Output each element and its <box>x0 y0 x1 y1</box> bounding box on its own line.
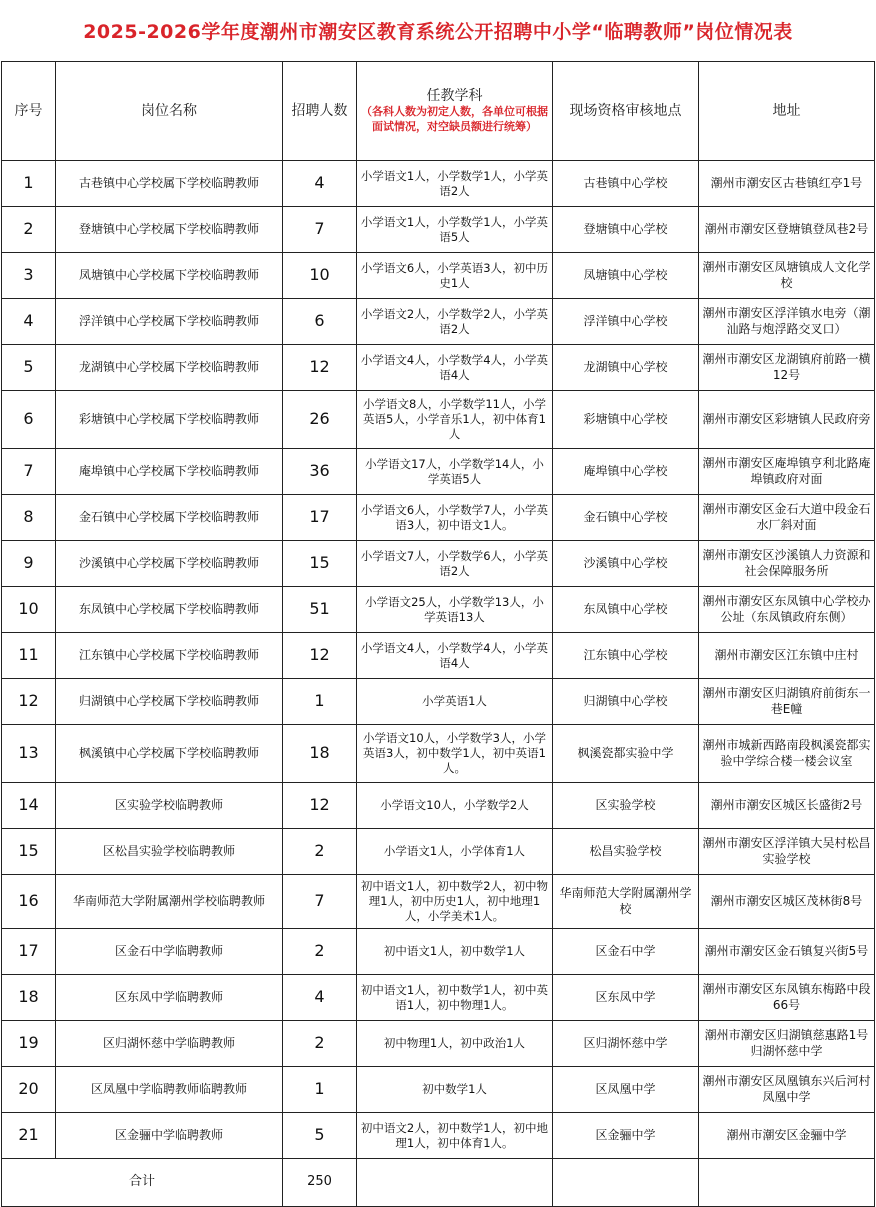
cell-site: 区东凤中学 <box>553 975 699 1021</box>
table-row <box>2 875 875 929</box>
total-row <box>2 1159 875 1207</box>
cell-subject: 小学语文2人，小学数学2人，小学英语2人 <box>357 299 553 345</box>
cell-site: 东凤镇中心学校 <box>553 587 699 633</box>
cell-count: 15 <box>283 541 357 587</box>
cell-position: 区松昌实验学校临聘教师 <box>56 829 283 875</box>
cell-subject: 小学语文4人，小学数学4人，小学英语4人 <box>357 345 553 391</box>
cell-count: 10 <box>283 253 357 299</box>
cell-count: 12 <box>283 633 357 679</box>
cell-subject: 小学语文1人，小学数学1人，小学英语5人 <box>357 207 553 253</box>
cell-address: 潮州市潮安区登塘镇登凤巷2号 <box>699 207 875 253</box>
cell-site: 江东镇中心学校 <box>553 633 699 679</box>
cell-site: 登塘镇中心学校 <box>553 207 699 253</box>
cell-position: 归湖镇中心学校属下学校临聘教师 <box>56 679 283 725</box>
cell-no: 13 <box>2 725 56 783</box>
cell-address: 潮州市潮安区归湖镇慈惠路1号归湖怀慈中学 <box>699 1021 875 1067</box>
cell-position: 华南师范大学附属潮州学校临聘教师 <box>56 875 283 929</box>
cell-no: 4 <box>2 299 56 345</box>
cell-address: 潮州市潮安区城区茂林街8号 <box>699 875 875 929</box>
table-row <box>2 391 875 449</box>
table-row <box>2 725 875 783</box>
total-empty-cell <box>357 1159 553 1207</box>
cell-position: 东凤镇中心学校属下学校临聘教师 <box>56 587 283 633</box>
cell-subject: 初中语文2人，初中数学1人，初中地理1人，初中体育1人。 <box>357 1113 553 1159</box>
table-row <box>2 975 875 1021</box>
header-count: 招聘人数 <box>283 62 357 161</box>
cell-no: 21 <box>2 1113 56 1159</box>
cell-no: 12 <box>2 679 56 725</box>
cell-no: 16 <box>2 875 56 929</box>
cell-count: 1 <box>283 679 357 725</box>
page-title: 2025-2026学年度潮州市潮安区教育系统公开招聘中小学“临聘教师”岗位情况表 <box>83 20 793 43</box>
cell-address: 潮州市潮安区东凤镇东梅路中段66号 <box>699 975 875 1021</box>
cell-subject: 小学语文8人，小学数学11人，小学英语5人，小学音乐1人，初中体育1人 <box>357 391 553 449</box>
cell-position: 彩塘镇中心学校属下学校临聘教师 <box>56 391 283 449</box>
cell-count: 1 <box>283 1067 357 1113</box>
table-row <box>2 829 875 875</box>
cell-site: 区实验学校 <box>553 783 699 829</box>
cell-address: 潮州市潮安区凤塘镇成人文化学校 <box>699 253 875 299</box>
table-row <box>2 449 875 495</box>
cell-position: 区凤凰中学临聘教师临聘教师 <box>56 1067 283 1113</box>
cell-no: 18 <box>2 975 56 1021</box>
cell-site: 归湖镇中心学校 <box>553 679 699 725</box>
cell-address: 潮州市潮安区金石镇复兴街5号 <box>699 929 875 975</box>
cell-address: 潮州市城新西路南段枫溪瓷都实验中学综合楼一楼会议室 <box>699 725 875 783</box>
cell-site: 浮洋镇中心学校 <box>553 299 699 345</box>
header-subject <box>357 62 553 161</box>
cell-subject: 初中数学1人 <box>357 1067 553 1113</box>
cell-count: 4 <box>283 975 357 1021</box>
table-row <box>2 587 875 633</box>
cell-no: 20 <box>2 1067 56 1113</box>
cell-site: 沙溪镇中心学校 <box>553 541 699 587</box>
cell-position: 区金骊中学临聘教师 <box>56 1113 283 1159</box>
cell-site: 区归湖怀慈中学 <box>553 1021 699 1067</box>
cell-no: 6 <box>2 391 56 449</box>
cell-no: 9 <box>2 541 56 587</box>
cell-count: 2 <box>283 1021 357 1067</box>
cell-count: 17 <box>283 495 357 541</box>
total-label: 合计 <box>2 1159 283 1207</box>
cell-subject: 小学英语1人 <box>357 679 553 725</box>
cell-site: 龙湖镇中心学校 <box>553 345 699 391</box>
cell-subject: 小学语文10人，小学数学3人，小学英语3人，初中数学1人，初中英语1人。 <box>357 725 553 783</box>
cell-count: 36 <box>283 449 357 495</box>
cell-count: 12 <box>283 345 357 391</box>
cell-subject: 小学语文25人，小学数学13人，小学英语13人 <box>357 587 553 633</box>
cell-address: 潮州市潮安区庵埠镇亨利北路庵埠镇政府对面 <box>699 449 875 495</box>
table-row <box>2 541 875 587</box>
cell-site: 彩塘镇中心学校 <box>553 391 699 449</box>
cell-site: 枫溪瓷都实验中学 <box>553 725 699 783</box>
cell-no: 7 <box>2 449 56 495</box>
cell-position: 江东镇中心学校属下学校临聘教师 <box>56 633 283 679</box>
cell-site: 区金骊中学 <box>553 1113 699 1159</box>
cell-no: 11 <box>2 633 56 679</box>
cell-position: 区归湖怀慈中学临聘教师 <box>56 1021 283 1067</box>
cell-site: 松昌实验学校 <box>553 829 699 875</box>
positions-table <box>1 61 875 1207</box>
cell-no: 17 <box>2 929 56 975</box>
table-row <box>2 207 875 253</box>
cell-subject: 小学语文17人，小学数学14人，小学英语5人 <box>357 449 553 495</box>
cell-no: 15 <box>2 829 56 875</box>
cell-position: 古巷镇中心学校属下学校临聘教师 <box>56 161 283 207</box>
cell-count: 7 <box>283 875 357 929</box>
cell-site: 区金石中学 <box>553 929 699 975</box>
cell-subject: 初中物理1人，初中政治1人 <box>357 1021 553 1067</box>
total-empty-cell <box>699 1159 875 1207</box>
cell-address: 潮州市潮安区归湖镇府前街东一巷E幢 <box>699 679 875 725</box>
cell-count: 26 <box>283 391 357 449</box>
cell-address: 潮州市潮安区浮洋镇水电旁（潮汕路与炮浮路交叉口） <box>699 299 875 345</box>
cell-count: 5 <box>283 1113 357 1159</box>
cell-no: 3 <box>2 253 56 299</box>
table-row <box>2 495 875 541</box>
cell-count: 6 <box>283 299 357 345</box>
cell-subject: 小学语文6人，小学英语3人，初中历史1人 <box>357 253 553 299</box>
cell-subject: 初中语文1人，初中数学2人，初中物理1人，初中历史1人，初中地理1人，小学美术1人。 <box>357 875 553 929</box>
cell-subject: 小学语文4人，小学数学4人，小学英语4人 <box>357 633 553 679</box>
cell-no: 10 <box>2 587 56 633</box>
table-row <box>2 161 875 207</box>
table-row <box>2 1021 875 1067</box>
cell-address: 潮州市潮安区凤凰镇东兴后河村凤凰中学 <box>699 1067 875 1113</box>
cell-site: 凤塘镇中心学校 <box>553 253 699 299</box>
cell-subject: 小学语文1人，小学体育1人 <box>357 829 553 875</box>
table-row <box>2 929 875 975</box>
cell-position: 区实验学校临聘教师 <box>56 783 283 829</box>
cell-site: 区凤凰中学 <box>553 1067 699 1113</box>
cell-subject: 小学语文6人，小学数学7人，小学英语3人，初中语文1人。 <box>357 495 553 541</box>
header-subject-label: 任教学科 <box>426 88 483 105</box>
cell-address: 潮州市潮安区浮洋镇大吴村松昌实验学校 <box>699 829 875 875</box>
table-row <box>2 1067 875 1113</box>
cell-no: 19 <box>2 1021 56 1067</box>
header-site: 现场资格审核地点 <box>553 62 699 161</box>
cell-subject: 小学语文7人，小学数学6人，小学英语2人 <box>357 541 553 587</box>
cell-address: 潮州市潮安区沙溪镇人力资源和社会保障服务所 <box>699 541 875 587</box>
cell-subject: 小学语文10人，小学数学2人 <box>357 783 553 829</box>
cell-address: 潮州市潮安区金石大道中段金石水厂斜对面 <box>699 495 875 541</box>
cell-address: 潮州市潮安区江东镇中庄村 <box>699 633 875 679</box>
cell-no: 2 <box>2 207 56 253</box>
total-empty-cell <box>553 1159 699 1207</box>
cell-position: 沙溪镇中心学校属下学校临聘教师 <box>56 541 283 587</box>
header-subject-note: （各科人数为初定人数，各单位可根据面试情况，对空缺员额进行统筹） <box>361 105 548 134</box>
cell-count: 2 <box>283 829 357 875</box>
cell-position: 登塘镇中心学校属下学校临聘教师 <box>56 207 283 253</box>
total-count: 250 <box>283 1159 357 1207</box>
cell-position: 庵埠镇中心学校属下学校临聘教师 <box>56 449 283 495</box>
cell-site: 庵埠镇中心学校 <box>553 449 699 495</box>
cell-position: 凤塘镇中心学校属下学校临聘教师 <box>56 253 283 299</box>
header-position: 岗位名称 <box>56 62 283 161</box>
cell-subject: 初中语文1人，初中数学1人 <box>357 929 553 975</box>
cell-count: 18 <box>283 725 357 783</box>
cell-count: 2 <box>283 929 357 975</box>
cell-count: 12 <box>283 783 357 829</box>
cell-no: 1 <box>2 161 56 207</box>
cell-position: 金石镇中心学校属下学校临聘教师 <box>56 495 283 541</box>
header-address: 地址 <box>699 62 875 161</box>
cell-site: 古巷镇中心学校 <box>553 161 699 207</box>
cell-address: 潮州市潮安区古巷镇红亭1号 <box>699 161 875 207</box>
table-row <box>2 253 875 299</box>
cell-position: 区东凤中学临聘教师 <box>56 975 283 1021</box>
header-no: 序号 <box>2 62 56 161</box>
cell-count: 51 <box>283 587 357 633</box>
cell-no: 14 <box>2 783 56 829</box>
cell-position: 浮洋镇中心学校属下学校临聘教师 <box>56 299 283 345</box>
cell-subject: 初中语文1人，初中数学1人，初中英语1人，初中物理1人。 <box>357 975 553 1021</box>
table-row <box>2 1113 875 1159</box>
cell-count: 4 <box>283 161 357 207</box>
header-row <box>2 62 875 161</box>
table-row <box>2 679 875 725</box>
cell-subject: 小学语文1人，小学数学1人，小学英语2人 <box>357 161 553 207</box>
cell-address: 潮州市潮安区金骊中学 <box>699 1113 875 1159</box>
cell-address: 潮州市潮安区城区长盛街2号 <box>699 783 875 829</box>
cell-no: 8 <box>2 495 56 541</box>
cell-position: 区金石中学临聘教师 <box>56 929 283 975</box>
cell-position: 龙湖镇中心学校属下学校临聘教师 <box>56 345 283 391</box>
cell-site: 华南师范大学附属潮州学校 <box>553 875 699 929</box>
cell-address: 潮州市潮安区彩塘镇人民政府旁 <box>699 391 875 449</box>
cell-site: 金石镇中心学校 <box>553 495 699 541</box>
table-row <box>2 633 875 679</box>
cell-count: 7 <box>283 207 357 253</box>
cell-position: 枫溪镇中心学校属下学校临聘教师 <box>56 725 283 783</box>
cell-no: 5 <box>2 345 56 391</box>
table-row <box>2 783 875 829</box>
table-row <box>2 299 875 345</box>
cell-address: 潮州市潮安区龙湖镇府前路一横12号 <box>699 345 875 391</box>
cell-address: 潮州市潮安区东凤镇中心学校办公址（东凤镇政府东侧） <box>699 587 875 633</box>
table-row <box>2 345 875 391</box>
table-body <box>2 161 875 1207</box>
